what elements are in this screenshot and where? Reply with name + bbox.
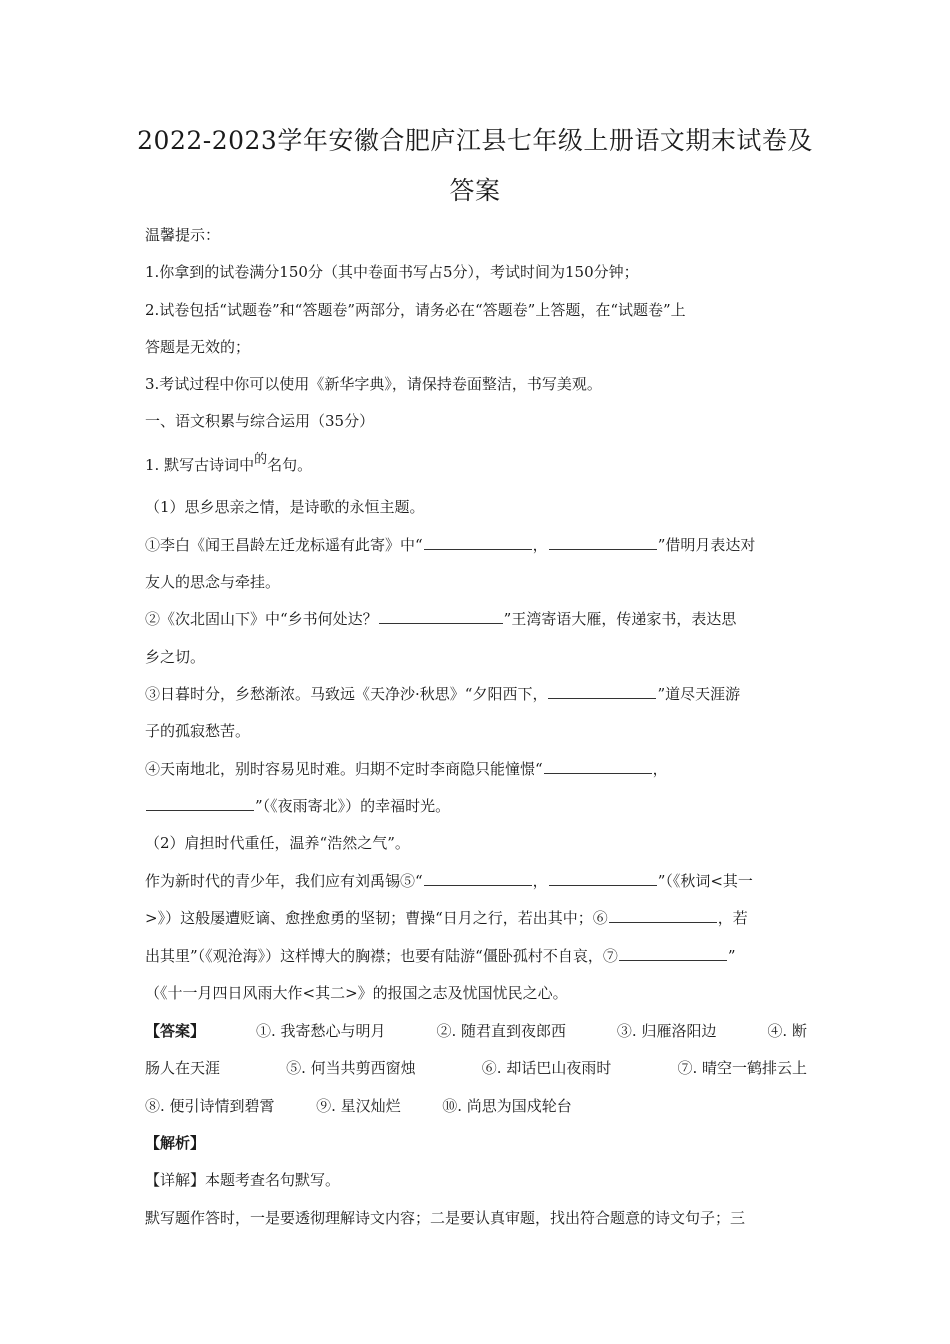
para-line2	[145, 908, 807, 928]
answer-item: ⑩. 尚思为国戍轮台	[442, 1097, 572, 1115]
answer-label: 【答案】	[145, 1022, 206, 1040]
q1-text-b: 名句。	[267, 456, 313, 474]
answer-item: ⑨. 星汉灿烂	[316, 1097, 401, 1115]
answer-blank[interactable]	[609, 908, 717, 923]
para-line3	[145, 946, 807, 966]
item-1-line1	[145, 535, 807, 555]
answer-blank[interactable]	[544, 759, 652, 774]
answer-blank[interactable]	[619, 946, 727, 961]
item-4-text: ④天南地北，别时容易见时难。归期不定时李商隐只能憧憬“	[145, 760, 543, 778]
item-3-text: ③日暮时分，乡愁渐浓。马致远《天净沙·秋思》“夕阳西下，	[145, 685, 548, 703]
answer-item: ③. 归雁洛阳边	[616, 1022, 717, 1040]
para-text: 出其里”（《观沧海》）这样博大的胸襟；也要有陆游“僵卧孤村不自哀，⑦	[145, 947, 618, 965]
para-line4: （《十一月四日风雨大作<其二>》的报国之志及忧国忧民之心。	[145, 984, 568, 1002]
answer-blank[interactable]	[549, 871, 657, 886]
answer-blank[interactable]	[549, 535, 657, 550]
tip-2-line1: 2.试卷包括“试题卷”和“答题卷”两部分，请务必在“答题卷”上答题，在“试题卷”上	[145, 301, 686, 319]
para-text: >》）这般屡遭贬谪、愈挫愈勇的坚韧；曹操“日月之行，若出其中；⑥	[145, 909, 608, 927]
answer-item: ②. 随君直到夜郎西	[436, 1022, 566, 1040]
q1-text-a: 1. 默写古诗词中	[145, 456, 255, 474]
item-1-line2: 友人的思念与牵挂。	[145, 573, 281, 591]
answer-item: ⑧. 便引诗情到碧霄	[145, 1097, 275, 1115]
answer-blank[interactable]	[548, 684, 656, 699]
answer-row-2	[145, 1058, 807, 1078]
item-1-tail: ”借明月表达对	[657, 536, 756, 554]
para-line1	[145, 871, 807, 891]
item-2-line1	[145, 609, 807, 629]
answer-item: ⑤. 何当共剪西窗烛	[286, 1059, 416, 1077]
answer-item: ⑥. 却话巴山夜雨时	[481, 1059, 612, 1077]
q1-part2-heading: （2）肩担时代重任，温养“浩然之气”。	[145, 834, 410, 852]
last-line: 默写题作答时，一是要透彻理解诗文内容；二是要认真审题，找出符合题意的诗文句子；三	[145, 1209, 746, 1227]
para-tail: ”（《秋词<其一	[657, 872, 753, 890]
para-text: 作为新时代的青少年，我们应有刘禹锡⑤“	[145, 872, 423, 890]
answer-item: ⑦. 晴空一鹤排云上	[677, 1059, 807, 1077]
item-2-tail: ”王湾寄语大雁，传递家书，表达思	[503, 610, 737, 628]
answer-item: 肠人在天涯	[145, 1059, 221, 1077]
answer-item: ①. 我寄愁心与明月	[255, 1022, 386, 1040]
item-4-tail: ”（《夜雨寄北》）的幸福时光。	[255, 797, 451, 815]
analysis-label: 【解析】	[145, 1134, 206, 1152]
para-tail: ”	[727, 947, 736, 965]
detail-line: 【详解】本题考查名句默写。	[145, 1171, 341, 1189]
item-2-text: ②《次北固山下》中“乡书何处达？	[145, 610, 378, 628]
answer-blank[interactable]	[379, 609, 503, 624]
answer-blank[interactable]	[424, 871, 532, 886]
answer-blank[interactable]	[146, 796, 254, 811]
item-3-line1	[145, 684, 807, 704]
item-4-line2	[145, 796, 807, 816]
para-tail: ，若	[717, 909, 748, 927]
item-1-text: ①李白《闻王昌龄左迁龙标遥有此寄》中“	[145, 536, 423, 554]
para-comma: ，	[532, 872, 548, 890]
answer-row-3	[145, 1096, 807, 1116]
question-1	[145, 452, 807, 477]
doc-title-line1: 2022-2023学年安徽合肥庐江县七年级上册语文期末试卷及	[137, 126, 813, 155]
answer-item: ④. 断	[767, 1022, 807, 1040]
tip-2-line2: 答题是无效的；	[145, 338, 251, 356]
section-heading: 一、语文积累与综合运用（35分）	[145, 412, 375, 430]
q1-part1-heading: （1）思乡思亲之情，是诗歌的永恒主题。	[145, 498, 425, 516]
answer-blank[interactable]	[424, 535, 532, 550]
tip-1: 1.你拿到的试卷满分150分（其中卷面书写占5分），考试时间为150分钟；	[145, 263, 639, 281]
tip-3: 3.考试过程中你可以使用《新华字典》，请保持卷面整洁，书写美观。	[145, 375, 602, 393]
item-2-line2: 乡之切。	[145, 648, 206, 666]
answer-row-1	[145, 1021, 807, 1041]
item-1-comma: ，	[532, 536, 548, 554]
item-3-line2: 子的孤寂愁苦。	[145, 722, 251, 740]
q1-superscript: 的	[254, 452, 268, 467]
tips-heading: 温馨提示：	[145, 226, 221, 244]
doc-title-line2: 答案	[449, 176, 501, 205]
item-4-comma: ，	[652, 760, 668, 778]
item-3-tail: ”道尽天涯游	[657, 685, 741, 703]
item-4-line1	[145, 759, 807, 779]
